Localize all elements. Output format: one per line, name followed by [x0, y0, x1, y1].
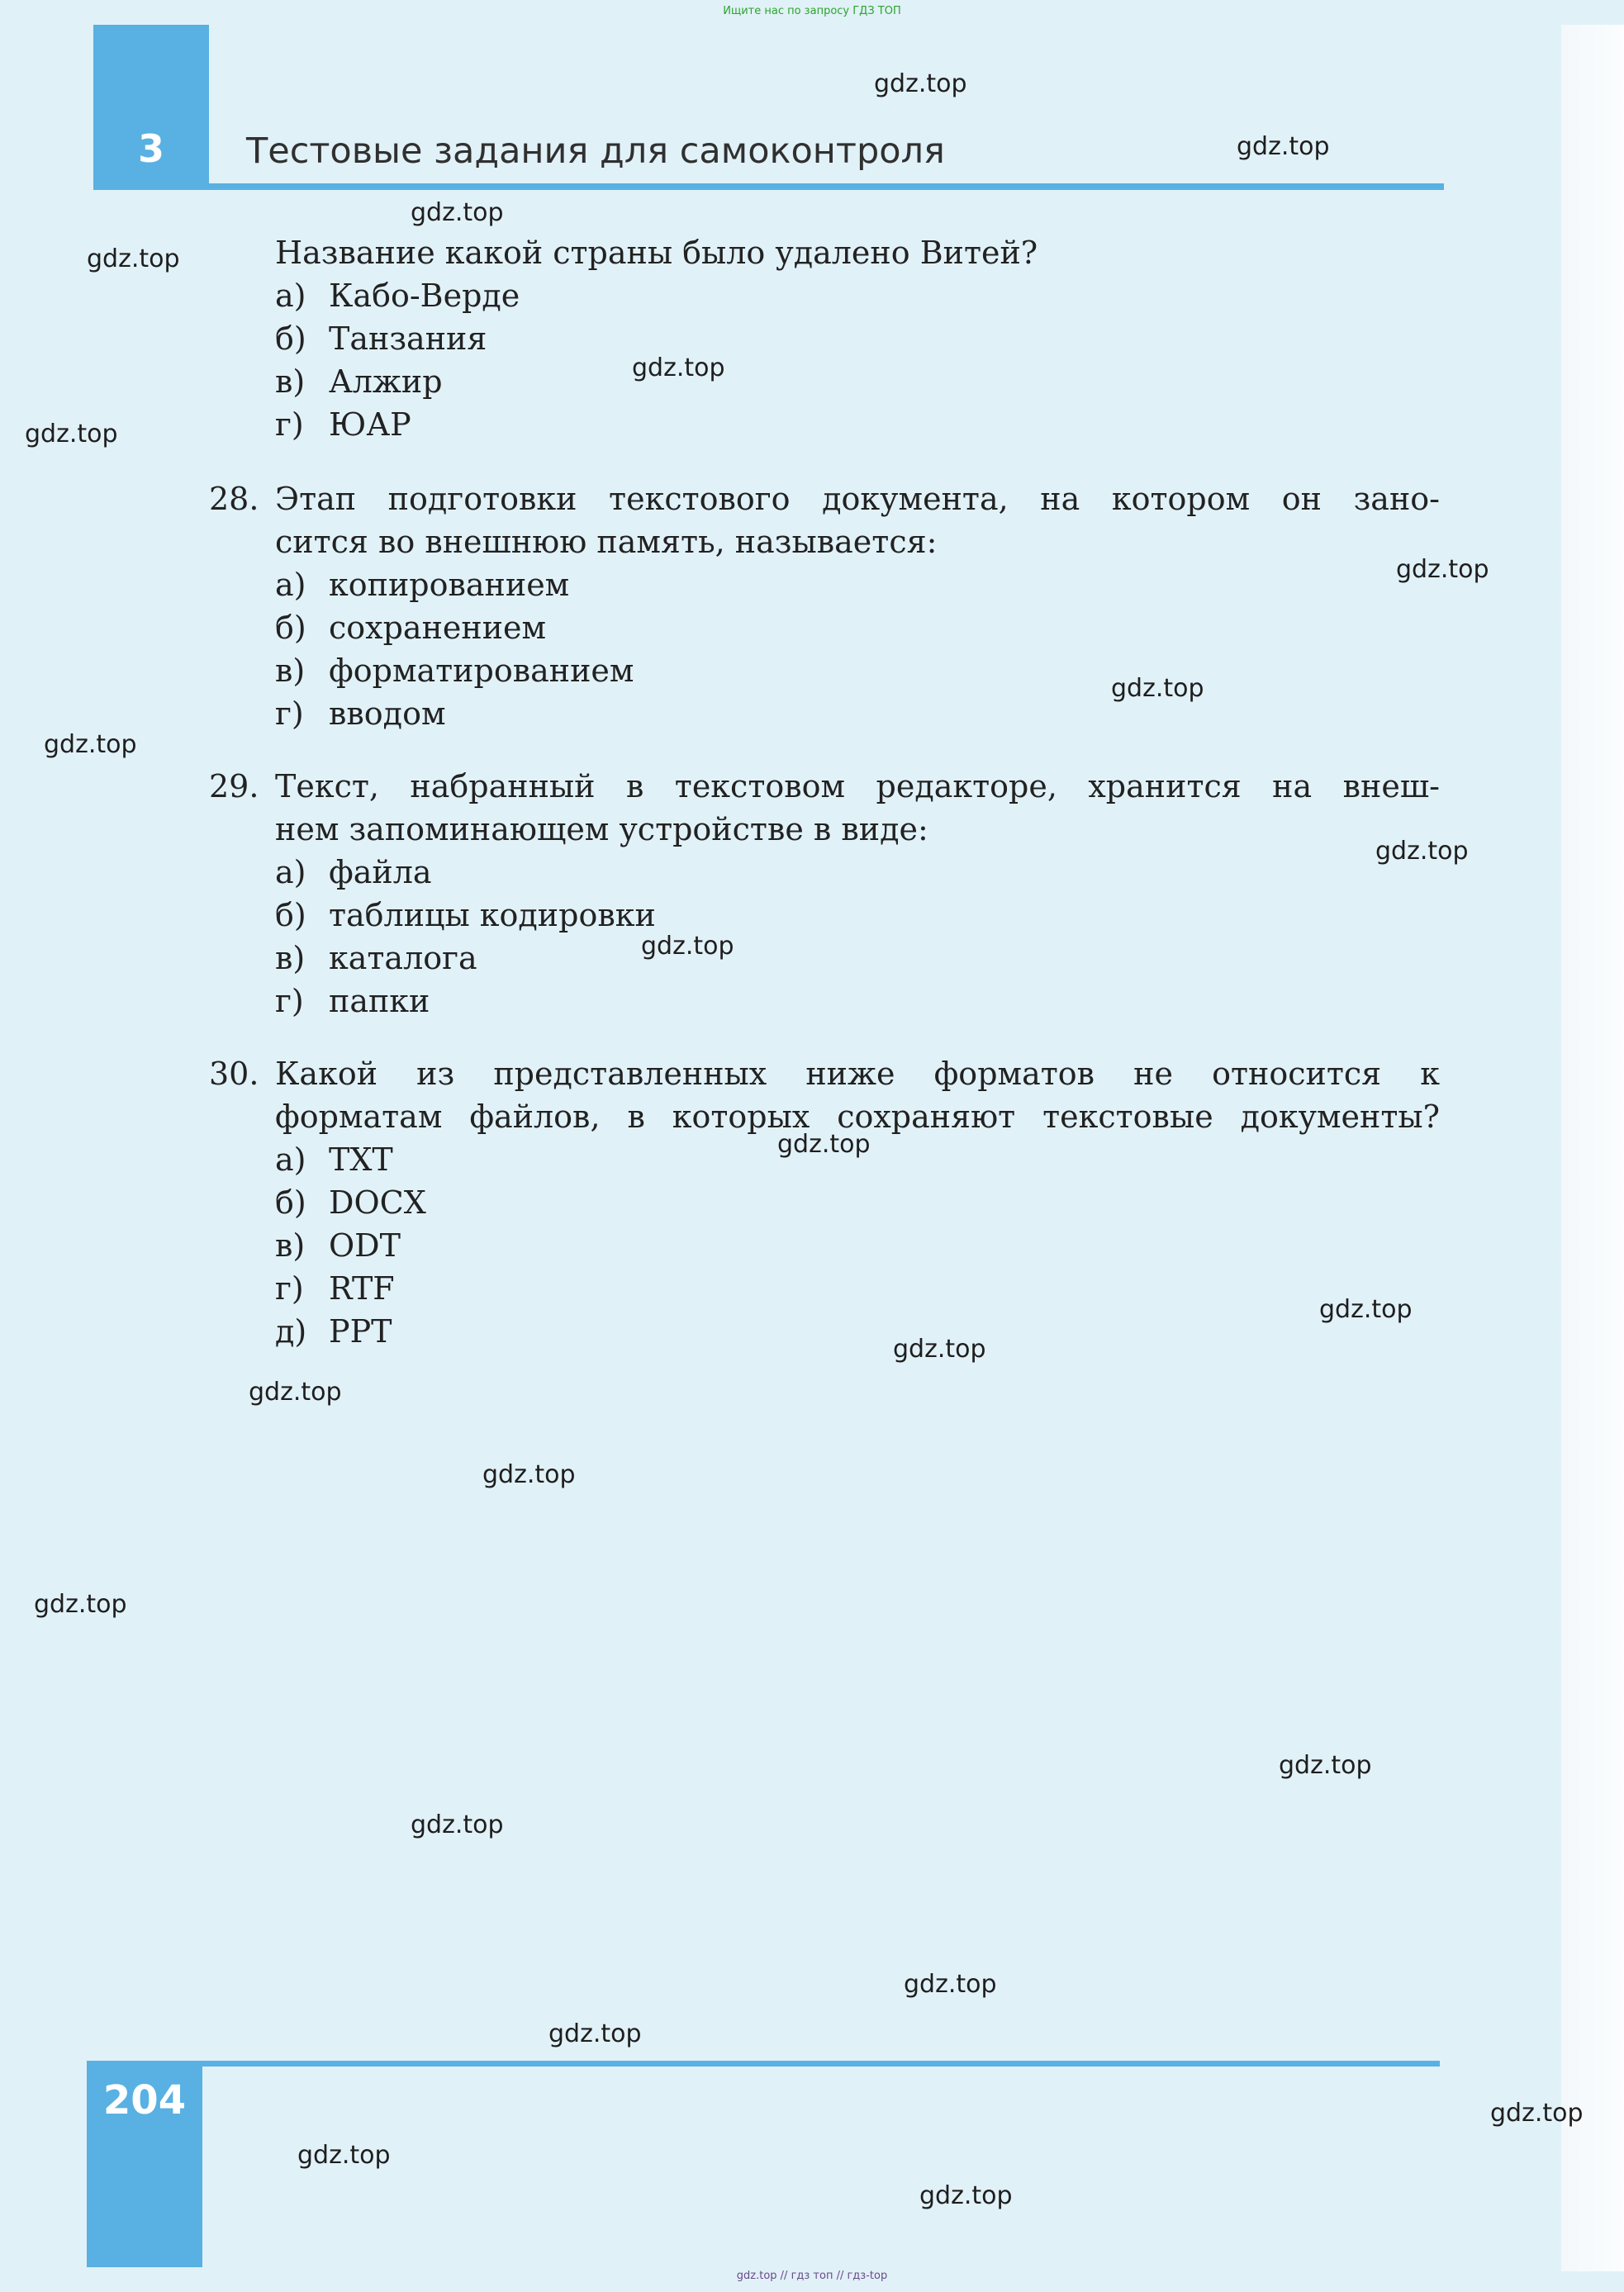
section-title: Тестовые задания для самоконтроля	[246, 130, 945, 172]
answer-option: в) ODT	[275, 1227, 401, 1264]
watermark: gdz.top	[87, 244, 180, 273]
question-29	[209, 765, 1440, 1023]
header-divider	[93, 183, 1444, 190]
chapter-tab	[93, 25, 209, 186]
search-notice[interactable]: Ищите нас по запросу ГДЗ ТОП	[723, 5, 901, 17]
bottom-links[interactable]: gdz.top // гдз топ // гдз-top	[736, 2270, 888, 2282]
answer-option: в) форматированием	[275, 652, 634, 689]
answer-option: б) таблицы кодировки	[275, 897, 656, 933]
answer-option: б) Танзания	[275, 320, 487, 357]
answer-option: а) копированием	[275, 567, 570, 603]
answer-option: г) папки	[275, 983, 430, 1019]
answer-option: а) TXT	[275, 1141, 393, 1178]
watermark: gdz.top	[411, 198, 504, 227]
watermark: gdz.top	[411, 1810, 504, 1839]
question-27-continued	[209, 231, 1440, 446]
answer-option: б) сохранением	[275, 610, 547, 646]
watermark: gdz.top	[893, 1335, 986, 1364]
page-number-tab	[87, 2061, 202, 2267]
watermark: gdz.top	[904, 1970, 997, 1999]
watermark: gdz.top	[1375, 837, 1469, 866]
question-number: 30.	[209, 1056, 259, 1092]
question-text: сится во внешнюю память, называется:	[275, 524, 938, 560]
watermark: gdz.top	[548, 2019, 642, 2048]
watermark: gdz.top	[641, 932, 734, 961]
watermark: gdz.top	[44, 730, 137, 759]
page-gutter	[1561, 25, 1624, 2271]
question-30	[209, 1052, 1440, 1353]
chapter-number: 3	[137, 126, 164, 171]
watermark: gdz.top	[297, 2141, 391, 2170]
watermark: gdz.top	[249, 1378, 342, 1407]
answer-option: д) PPT	[275, 1313, 392, 1350]
question-text: форматам файлов, в которых сохраняют текстовые документы?	[275, 1099, 1440, 1135]
answer-option: а) Кабо-Верде	[275, 278, 520, 314]
answer-option: в) Алжир	[275, 363, 443, 400]
question-text: Какой из представленных ниже форматов не относится к	[275, 1056, 1440, 1092]
answer-option: г) ЮАР	[275, 406, 411, 443]
watermark: gdz.top	[632, 354, 725, 382]
watermark: gdz.top	[34, 1590, 127, 1619]
watermark: gdz.top	[777, 1130, 871, 1159]
footer-divider	[93, 2061, 1440, 2067]
watermark: gdz.top	[1319, 1295, 1413, 1324]
watermark: gdz.top	[482, 1460, 576, 1489]
watermark: gdz.top	[1111, 674, 1204, 703]
question-28	[209, 477, 1440, 735]
watermark: gdz.top	[1237, 132, 1330, 161]
question-text: нем запоминающем устройстве в виде:	[275, 811, 928, 847]
answer-option: г) RTF	[275, 1270, 395, 1307]
answer-option: б) DOCX	[275, 1184, 426, 1221]
answer-option: г) вводом	[275, 695, 446, 732]
question-number: 28.	[209, 481, 259, 517]
answer-option: а) файла	[275, 854, 432, 890]
question-text: Текст, набранный в текстовом редакторе, хранится на внеш-	[275, 768, 1440, 804]
watermark: gdz.top	[874, 69, 967, 98]
watermark: gdz.top	[25, 420, 118, 448]
question-text: Название какой страны было удалено Витей?	[275, 235, 1038, 271]
watermark: gdz.top	[1279, 1751, 1372, 1780]
watermark: gdz.top	[1490, 2099, 1584, 2128]
question-text: Этап подготовки текстового документа, на котором он зано-	[275, 481, 1440, 517]
page-number: 204	[102, 2077, 187, 2124]
watermark: gdz.top	[919, 2181, 1013, 2210]
answer-option: в) каталога	[275, 940, 477, 976]
question-number: 29.	[209, 768, 259, 804]
watermark: gdz.top	[1396, 555, 1489, 584]
